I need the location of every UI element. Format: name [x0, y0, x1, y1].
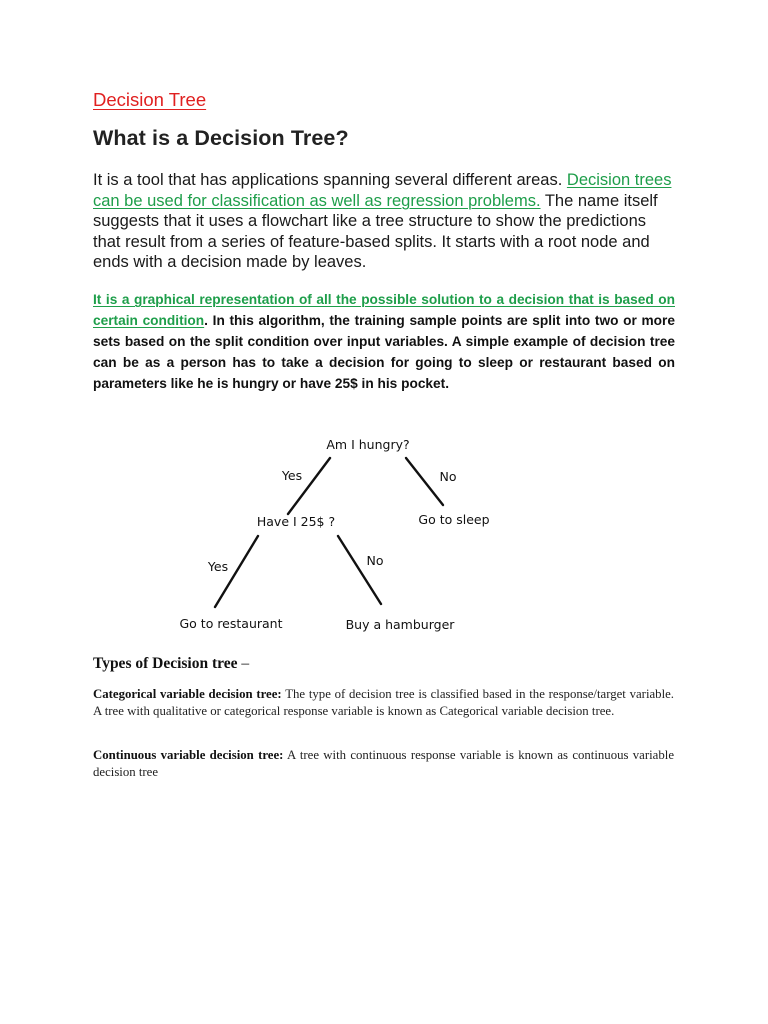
tree-node-root: Am I hungry? — [326, 437, 410, 452]
tree-leaf-restaurant: Go to restaurant — [179, 616, 283, 631]
categorical-text: The type of decision tree is classified based in the response/target variable. A tree with qualitative or categorical response variable is known as Categorical variable decision tree. — [93, 687, 675, 718]
continuous-definition — [93, 747, 674, 781]
tree-leaf-hamburger: Buy a hamburger — [345, 617, 455, 632]
intro-text-before: It is a tool that has applications spanning several different areas. — [93, 171, 567, 189]
continuous-term: Continuous variable decision tree: — [93, 748, 284, 762]
tree-node-mid: Have I 25$ ? — [256, 514, 336, 529]
categorical-term: Categorical variable decision tree: — [93, 687, 282, 701]
tree-leaf-sleep: Go to sleep — [418, 512, 490, 527]
tree-edge-label-root-yes: Yes — [281, 468, 303, 483]
algorithm-link[interactable]: It is a graphical representation of all the possible solution to a decision that is based on certain condition — [93, 292, 675, 328]
continuous-text: A tree with continuous response variable is known as continuous variable decision tree — [93, 748, 674, 779]
intro-text-after: The name itself suggests that it uses a flowchart like a tree structure to show the predictions that result from a series of feature-based splits. It starts with a root node and ends with a decision made by leaves. — [93, 191, 658, 271]
categorical-definition — [93, 686, 674, 720]
algorithm-text: . In this algorithm, the training sample points are split into two or more sets based on the split condition over input variables. A simple example of decision tree can be as a person has to take a decision for going to sleep or restaurant based on parameters like he is hungry or have 25$ in his pocket. — [93, 313, 675, 391]
algorithm-paragraph — [93, 289, 675, 394]
intro-paragraph — [93, 170, 678, 273]
tree-edge-label-mid-yes: Yes — [207, 559, 229, 574]
types-heading-text: Types of Decision tree — [93, 655, 238, 672]
types-heading — [93, 655, 249, 673]
decision-tree-diagram — [160, 425, 520, 645]
page-title: What is a Decision Tree? — [93, 126, 349, 150]
tree-edge-label-root-no: No — [439, 469, 457, 484]
tree-edge-mid-no — [338, 536, 381, 604]
types-heading-dash: – — [237, 655, 250, 672]
tree-edge-root-no — [406, 458, 443, 505]
section-link-decision-tree[interactable]: Decision Tree — [93, 89, 207, 110]
tree-edge-label-mid-no: No — [366, 553, 384, 568]
tree-edge-root-yes — [288, 458, 330, 514]
intro-link[interactable]: Decision trees can be used for classification as well as regression problems. — [93, 171, 672, 210]
